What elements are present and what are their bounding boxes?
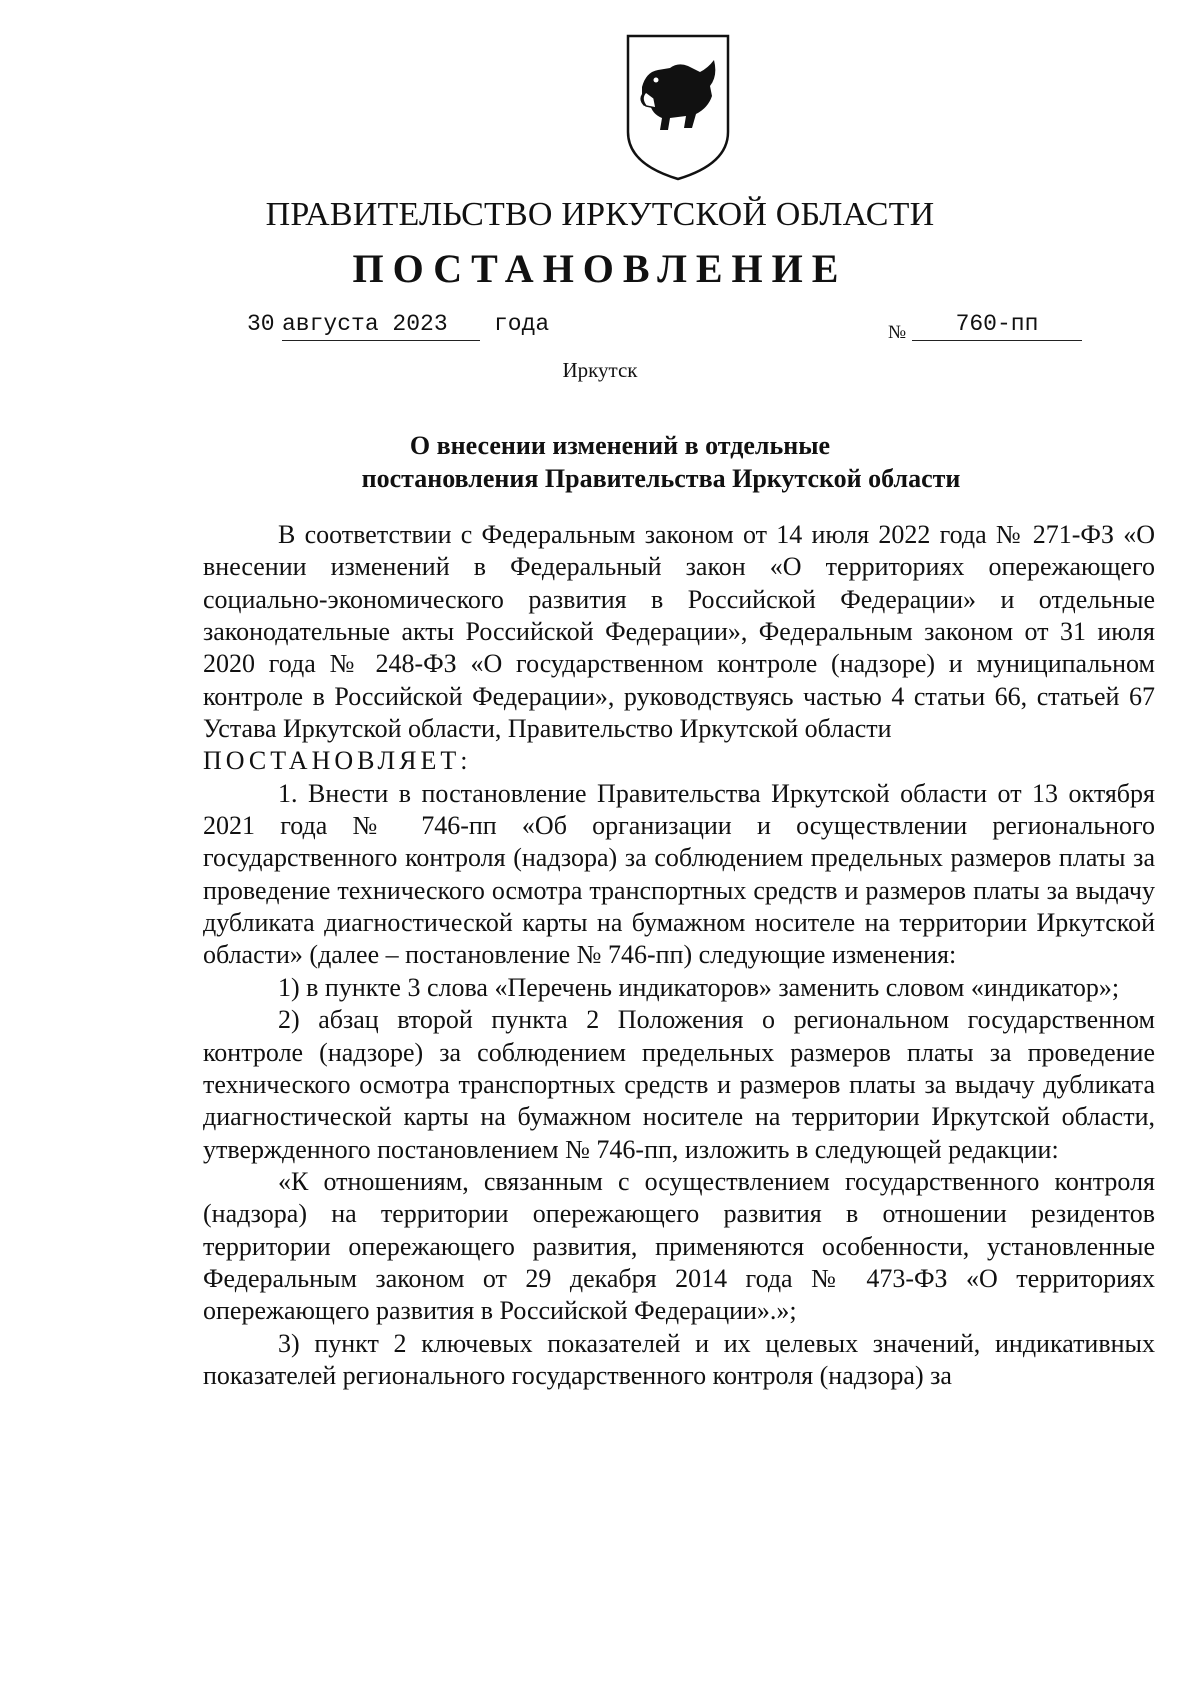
government-name: ПРАВИТЕЛЬСТВО ИРКУТСКОЙ ОБЛАСТИ bbox=[265, 196, 935, 233]
document-number: 760-пп bbox=[912, 311, 1082, 341]
item-1-paragraph: 1. Внести в постановление Правительства Иркутской области от 13 октября 2021 года № 746-пп «Об организации и осуществлении регионального государственного контроля (надзора) за соблюдением предельных размеров платы за проведение технического осмотра транспортных средств и размеров платы за выдачу дубликата диагностической карты на бумажном носителе на территории Иркутской области» (далее – постановление № 746-пп) следующие изменения: bbox=[203, 778, 1155, 970]
date-day: 30 bbox=[247, 311, 275, 337]
subitem-3-paragraph: 3) пункт 2 ключевых показателей и их целевых значений, индикативных показателей регионального государственного контроля (надзора) за bbox=[203, 1328, 1155, 1390]
document-type-heading: ПОСТАНОВЛЕНИЕ bbox=[352, 246, 848, 291]
title-line-1: О внесении изменений в отдельные bbox=[409, 431, 831, 460]
decree-word: ПОСТАНОВЛЯЕТ: bbox=[203, 746, 472, 776]
city-name: Иркутск bbox=[562, 358, 638, 382]
quote-paragraph: «К отношениям, связанным с осуществлением государственного контроля (надзора) на территории опережающего развития в отношении резидентов территории опережающего развития, применяются особенности, установленные Федеральным законом от 29 декабря 2014 года № 473-ФЗ «О территориях опережающего развития в Российской Федерации».»; bbox=[203, 1166, 1155, 1326]
preamble-paragraph: В соответствии с Федеральным законом от 14 июля 2022 года № 271-ФЗ «О внесении изменений в Федеральный закон «О территориях опережающего социально-экономического развития в Российской Федерации» и отдельные законодательные акты Российской Федерации», Федеральным законом от 31 июля 2020 года № 248-ФЗ «О государственном контроле (надзоре) и муниципальном контроле в Российской Федерации», руководствуясь частью 4 статьи 66, статьей 67 Устава Иркутской области, Правительство Иркутской области bbox=[203, 520, 1155, 744]
subitem-1-paragraph: 1) в пункте 3 слова «Перечень индикаторов» заменить словом «индикатор»; bbox=[278, 972, 1120, 1002]
document-body bbox=[203, 519, 1155, 1392]
subitem-2-paragraph: 2) абзац второй пункта 2 Положения о региональном государственном контроле (надзоре) за соблюдением предельных размеров платы за проведение технического осмотра транспортных средств и размеров платы за выдачу дубликата диагностической карты на бумажном носителе на территории Иркутской области, утвержденного постановлением № 746-пп, изложить в следующей редакции: bbox=[203, 1005, 1155, 1164]
document-title bbox=[0, 429, 1200, 495]
number-sign: № bbox=[888, 322, 907, 343]
sable-emblem-icon bbox=[622, 32, 734, 182]
date-month-year: августа 2023 bbox=[282, 311, 480, 341]
title-line-2: постановления Правительства Иркутской области bbox=[361, 464, 961, 493]
coat-of-arms-emblem bbox=[622, 32, 734, 182]
date-suffix: года bbox=[494, 311, 550, 337]
